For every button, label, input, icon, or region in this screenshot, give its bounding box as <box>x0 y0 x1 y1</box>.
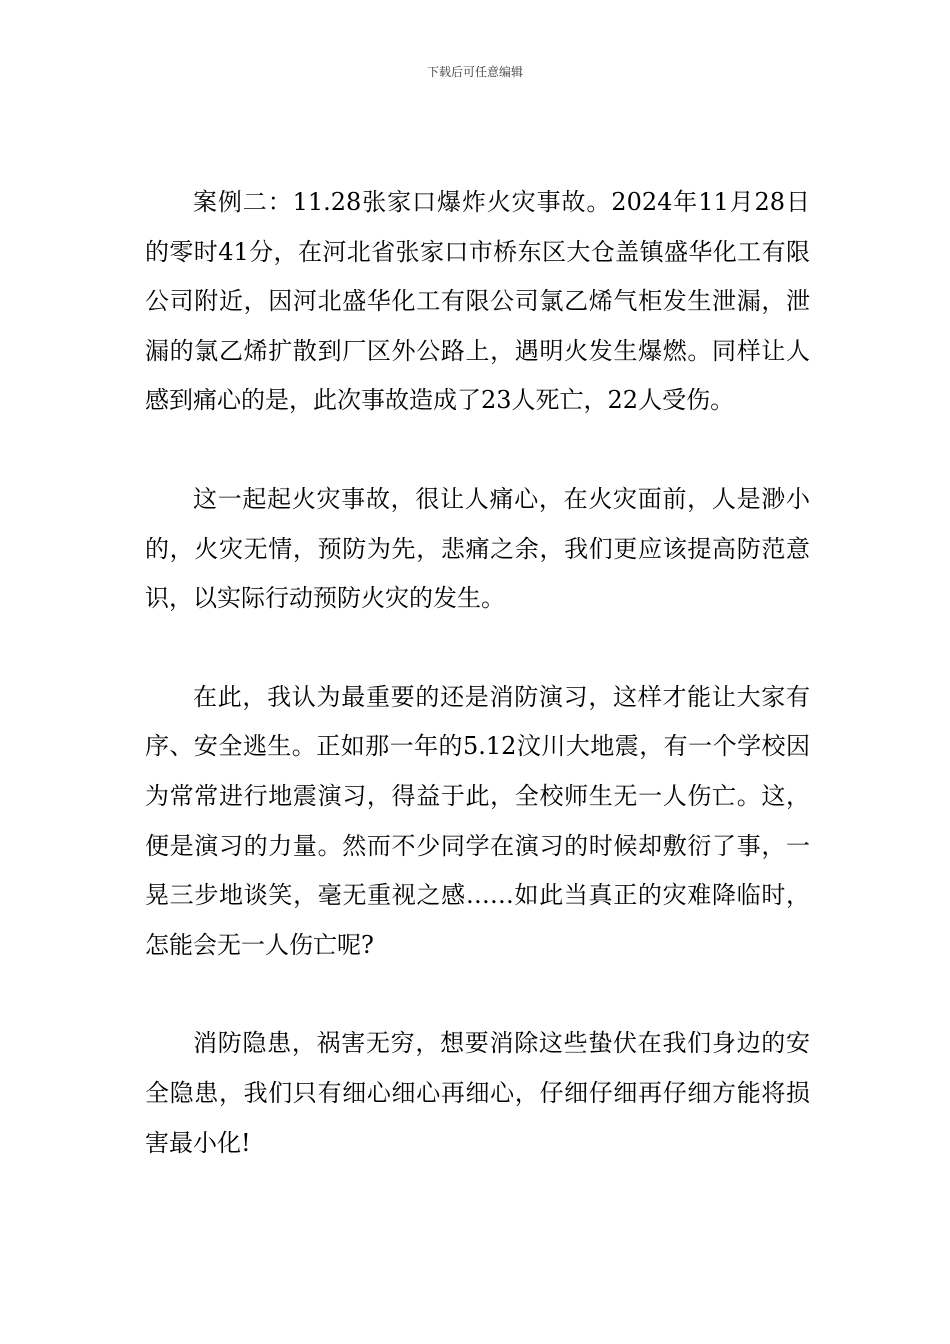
paragraph-fire-drill: 在此，我认为最重要的还是消防演习，这样才能让大家有序、安全逃生。正如那一年的5.12汶川大地震，有一个学校因为常常进行地震演习，得益于此，全校师生无一人伤亡。这，便是演习的力量。然而不少同学在演习的时候却敷衍了事，一晃三步地谈笑，毫无重视之感……如此当真正的灾难降临时，怎能会无一人伤亡呢? <box>145 682 810 959</box>
paragraph-reflection: 这一起起火灾事故，很让人痛心，在火灾面前，人是渺小的，火灾无情，预防为先，悲痛之余，我们更应该提高防范意识，以实际行动预防火灾的发生。 <box>145 484 810 613</box>
document-body <box>145 178 810 1217</box>
paragraph-case-two: 案例二：11.28张家口爆炸火灾事故。2024年11月28日的零时41分，在河北省张家口市桥东区大仓盖镇盛华化工有限公司附近，因河北盛华化工有限公司氯乙烯气柜发生泄漏，泄漏的氯乙烯扩散到厂区外公路上，遇明火发生爆燃。同样让人感到痛心的是，此次事故造成了23人死亡，22人受伤。 <box>145 188 810 415</box>
paragraph-conclusion: 消防隐患，祸害无穷，想要消除这些蛰伏在我们身边的安全隐患，我们只有细心细心再细心，仔细仔细再仔细方能将损害最小化! <box>145 1029 810 1157</box>
page-header: 下载后可任意编辑 <box>426 65 523 79</box>
